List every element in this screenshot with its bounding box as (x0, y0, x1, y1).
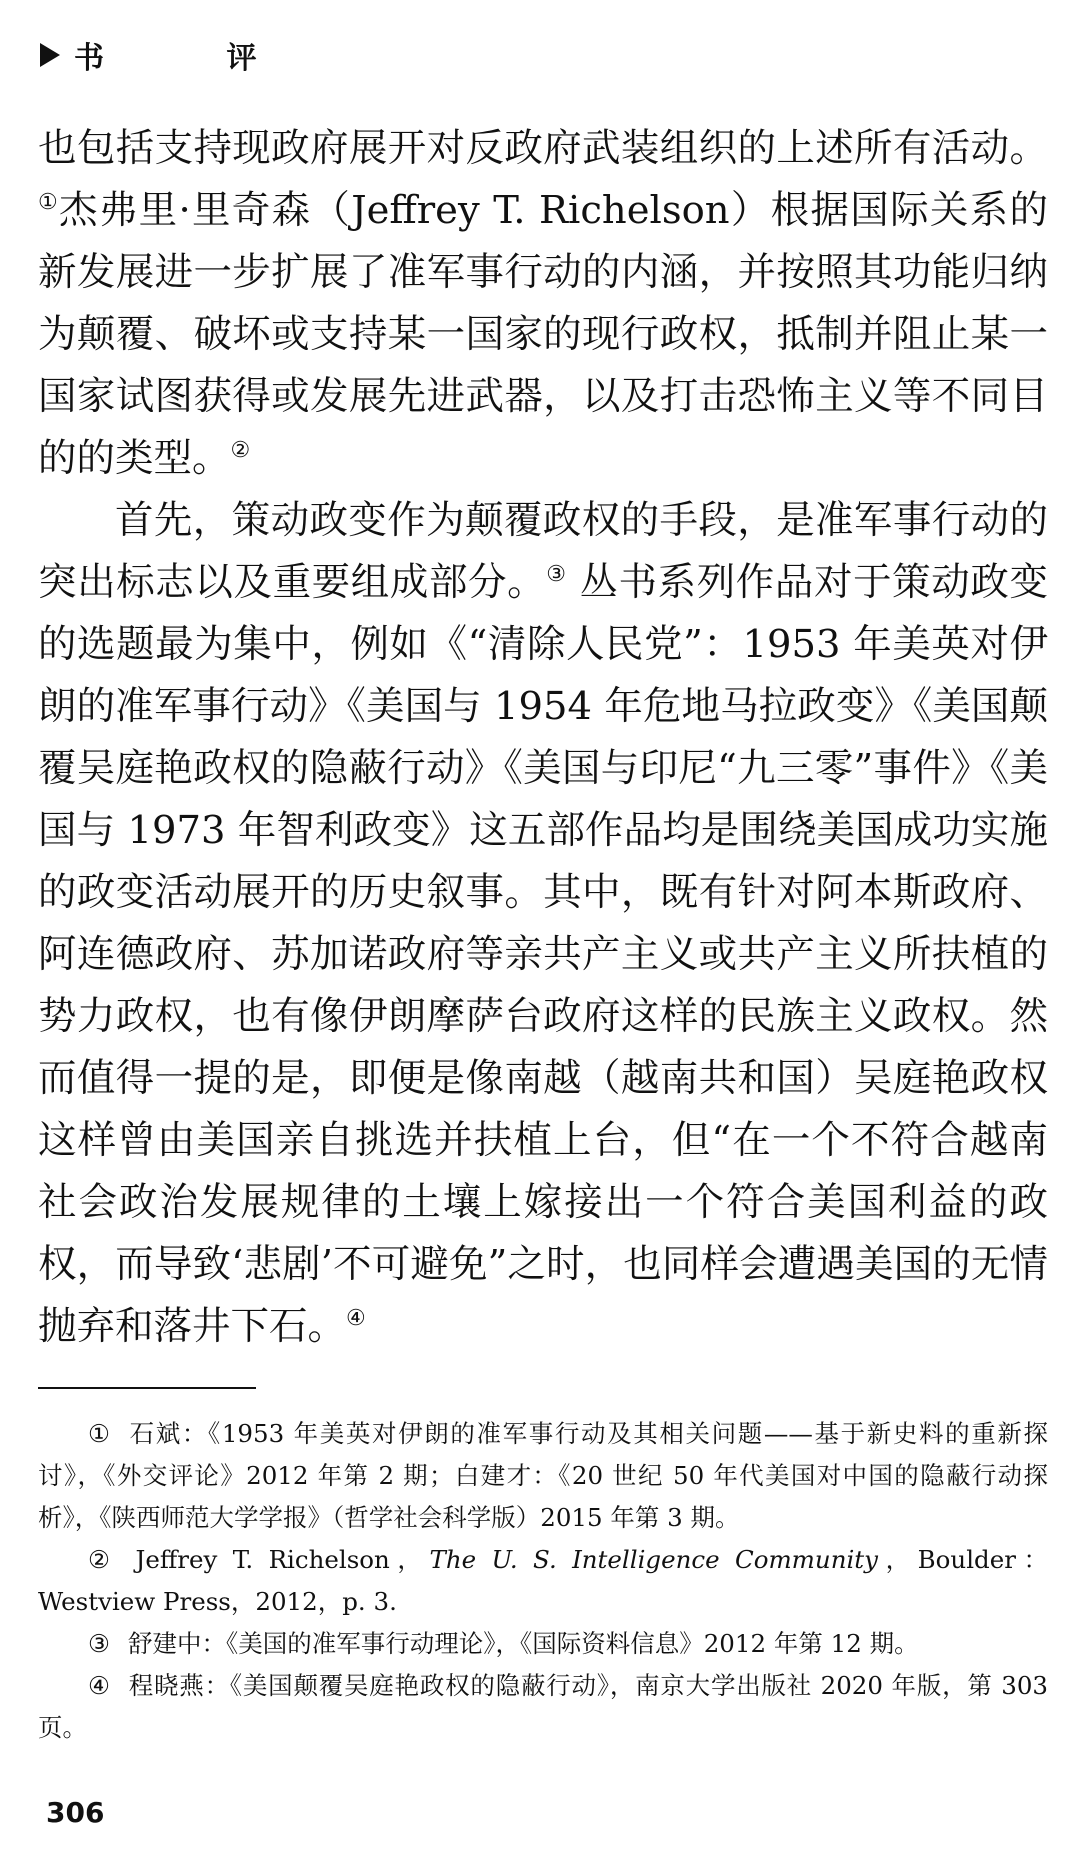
footnote-divider (38, 1387, 256, 1389)
footnote-3 (38, 1623, 1048, 1665)
paragraph-2-text-b: 丛书系列作品对于策动政变的选题最为集中，例如《“清除人民党”：1953 年美英对伊朗的准军事行动》《美国与 1954 年危地马拉政变》《美国颠覆吴庭艳政权的隐蔽行动》《美国与印尼“九三零”事件》《美国与 1973 年智利政变》这五部作品均是围绕美国成功实施的政变活动展开的历史叙事。其中，既有针对阿本斯政府、阿连德政府、苏加诺政府等亲共产主义或共产主义所扶植的势力政权，也有像伊朗摩萨台政府这样的民族主义政权。然而值得一提的是，即便是像南越（越南共和国）吴庭艳政权这样曾由美国亲自挑选并扶植上台，但“在一个不符合越南社会政治发展规律的土壤上嫁接出一个符合美国利益的政权，而导致‘悲剧’不可避免”之时，也同样会遭遇美国的无情抛弃和落井下石。 (38, 560, 1048, 1349)
footnotes (38, 1413, 1048, 1749)
footnote-mark-2: ② (88, 1545, 118, 1574)
footnote-ref-2[interactable]: ② (230, 438, 251, 463)
footnote-text-4: 程晓燕：《美国颠覆吴庭艳政权的隐蔽行动》，南京大学出版社 2020 年版，第 303 页。 (38, 1671, 1048, 1742)
paragraph-1-text-a: 也包括支持现政府展开对反政府武装组织的上述所有活动。 (38, 126, 1048, 171)
triangle-marker-icon (40, 43, 60, 67)
paragraph-1-text-b: 杰弗里·里奇森（Jeffrey T. Richelson）根据国际关系的新发展进一步扩展了准军事行动的内涵，并按照其功能归纳为颠覆、破坏或支持某一国家的现行政权，抵制并阻止某一国家试图获得或发展先进武器，以及打击恐怖主义等不同目的的类型。 (38, 188, 1048, 481)
footnote-text-3: 舒建中：《美国的准军事行动理论》，《国际资料信息》2012 年第 12 期。 (127, 1629, 919, 1658)
footnote-text-2-b: ，Boulder：Westview Press，2012，p. 3. (38, 1545, 1049, 1616)
footnote-text-2-book-title: The U. S. Intelligence Community (429, 1545, 878, 1574)
footnote-ref-1[interactable]: ① (38, 190, 60, 215)
footnote-text-1: 石斌：《1953 年美英对伊朗的准军事行动及其相关问题——基于新史料的重新探讨》，《外交评论》2012 年第 2 期；白建才：《20 世纪 50 年代美国对中国的隐蔽行动探析》，《陕西师范大学学报》（哲学社会科学版）2015 年第 3 期。 (38, 1419, 1048, 1532)
section-header (40, 30, 312, 80)
footnote-mark-4: ④ (88, 1671, 111, 1700)
paragraph-2 (38, 490, 1048, 1358)
footnote-2 (38, 1539, 1048, 1623)
footnote-ref-4[interactable]: ④ (346, 1306, 366, 1331)
footnote-1 (38, 1413, 1048, 1539)
section-title: 书 评 (74, 41, 313, 76)
footnote-mark-1: ① (88, 1419, 112, 1448)
paragraph-1 (38, 118, 1048, 490)
page-number: 306 (46, 1796, 105, 1829)
footnote-mark-3: ③ (88, 1629, 110, 1658)
footnote-ref-3[interactable]: ③ (546, 562, 567, 587)
body-text (38, 118, 1048, 1358)
paragraph-2-text-a: 首先，策动政变作为颠覆政权的手段，是准军事行动的突出标志以及重要组成部分。 (38, 498, 1048, 605)
footnote-4 (38, 1665, 1048, 1749)
footnote-text-2-a: Jeffrey T. Richelson， (135, 1545, 430, 1574)
